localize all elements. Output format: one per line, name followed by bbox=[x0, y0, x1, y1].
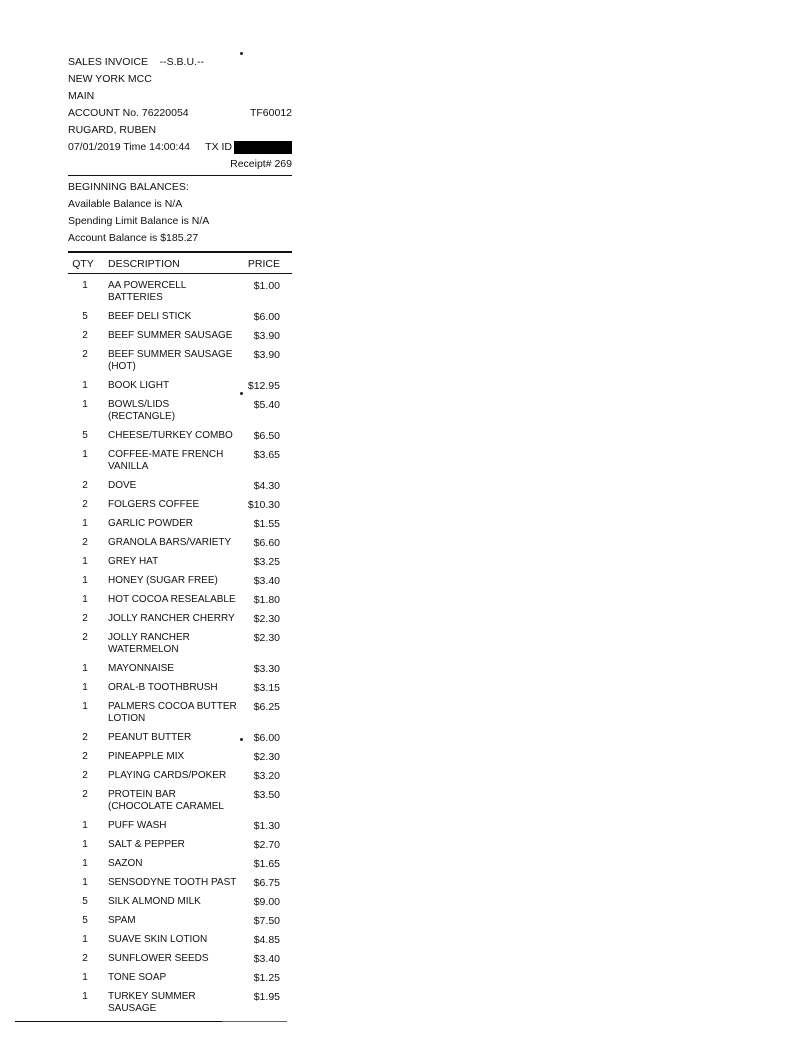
item-qty: 2 bbox=[82, 770, 88, 781]
item-description: SPAM bbox=[108, 915, 136, 926]
line-item-row bbox=[68, 893, 292, 912]
line-item-row bbox=[68, 477, 292, 496]
item-qty: 1 bbox=[82, 858, 88, 869]
item-qty: 2 bbox=[82, 330, 88, 341]
line-item-row bbox=[68, 836, 292, 855]
item-price: $3.15 bbox=[253, 682, 280, 694]
item-price: $4.85 bbox=[253, 934, 280, 946]
item-price: $7.50 bbox=[253, 915, 280, 927]
item-description: PALMERS COCOA BUTTER LOTION bbox=[108, 701, 237, 724]
item-price: $9.00 bbox=[253, 896, 280, 908]
item-price: $1.00 bbox=[253, 280, 280, 292]
balances-heading: BEGINNING BALANCES: bbox=[68, 181, 189, 193]
item-qty: 5 bbox=[82, 896, 88, 907]
line-item-row bbox=[68, 698, 292, 729]
item-description: BOOK LIGHT bbox=[108, 380, 170, 391]
balances-divider bbox=[68, 251, 292, 253]
scan-speck bbox=[240, 738, 243, 741]
item-qty: 2 bbox=[82, 499, 88, 510]
item-description: GREY HAT bbox=[108, 556, 159, 567]
datetime-row bbox=[68, 139, 292, 156]
item-description: JOLLY RANCHER CHERRY bbox=[108, 613, 235, 624]
item-qty: 2 bbox=[82, 613, 88, 624]
item-description: MAYONNAISE bbox=[108, 663, 174, 674]
item-qty: 1 bbox=[82, 682, 88, 693]
line-item-row bbox=[68, 346, 292, 377]
facility-name: NEW YORK MCC bbox=[68, 73, 152, 85]
item-qty: 1 bbox=[82, 449, 88, 460]
item-qty: 2 bbox=[82, 632, 88, 643]
bottom-rule-faint bbox=[222, 1021, 287, 1022]
line-item-row bbox=[68, 817, 292, 836]
line-item-row bbox=[68, 515, 292, 534]
item-description: ORAL-B TOOTHBRUSH bbox=[108, 682, 218, 693]
item-price: $2.30 bbox=[253, 613, 280, 625]
line-item-row bbox=[68, 855, 292, 874]
item-description: DOVE bbox=[108, 480, 137, 491]
line-item-row bbox=[68, 496, 292, 515]
item-description: PINEAPPLE MIX bbox=[108, 751, 185, 762]
item-qty: 1 bbox=[82, 820, 88, 831]
item-qty: 1 bbox=[82, 380, 88, 391]
item-price: $6.75 bbox=[253, 877, 280, 889]
line-item-row bbox=[68, 629, 292, 660]
account-balance: Account Balance is $185.27 bbox=[68, 232, 199, 244]
item-qty: 1 bbox=[82, 575, 88, 586]
item-price: $3.25 bbox=[253, 556, 280, 568]
item-qty: 2 bbox=[82, 751, 88, 762]
item-qty: 2 bbox=[82, 953, 88, 964]
line-item-row bbox=[68, 874, 292, 893]
item-price: $6.60 bbox=[253, 537, 280, 549]
header-divider bbox=[68, 175, 292, 176]
item-description: SAZON bbox=[108, 858, 143, 869]
item-qty: 1 bbox=[82, 934, 88, 945]
line-item-row bbox=[68, 396, 292, 427]
item-description: SENSODYNE TOOTH PAST bbox=[108, 877, 237, 888]
item-description: PEANUT BUTTER bbox=[108, 732, 192, 743]
line-item-row bbox=[68, 534, 292, 553]
item-price: $10.30 bbox=[247, 499, 280, 511]
line-item-row bbox=[68, 446, 292, 477]
item-qty: 1 bbox=[82, 280, 88, 291]
sales-invoice-receipt bbox=[68, 54, 292, 1019]
item-price: $3.40 bbox=[253, 953, 280, 965]
line-item-row bbox=[68, 748, 292, 767]
item-price: $6.00 bbox=[253, 311, 280, 323]
item-price: $3.20 bbox=[253, 770, 280, 782]
line-item-row bbox=[68, 988, 292, 1019]
receipt-number: Receipt# 269 bbox=[230, 158, 292, 170]
item-qty: 1 bbox=[82, 556, 88, 567]
item-qty: 1 bbox=[82, 877, 88, 888]
item-price: $5.40 bbox=[253, 399, 280, 411]
item-price: $1.95 bbox=[253, 991, 280, 1003]
item-description: PUFF WASH bbox=[108, 820, 167, 831]
column-header-divider bbox=[68, 273, 292, 274]
item-price: $1.65 bbox=[253, 858, 280, 870]
line-item-row bbox=[68, 767, 292, 786]
item-description: COFFEE-MATE FRENCH VANILLA bbox=[108, 449, 224, 472]
item-price: $3.65 bbox=[253, 449, 280, 461]
item-description: SALT & PEPPER bbox=[108, 839, 185, 850]
item-price: $3.90 bbox=[253, 330, 280, 342]
line-item-row bbox=[68, 950, 292, 969]
item-price: $6.50 bbox=[253, 430, 280, 442]
item-price: $1.80 bbox=[253, 594, 280, 606]
line-item-row bbox=[68, 912, 292, 931]
item-description: SILK ALMOND MILK bbox=[108, 896, 201, 907]
scan-speck bbox=[240, 52, 243, 55]
item-price: $12.95 bbox=[247, 380, 280, 392]
txid-label: TX ID bbox=[205, 141, 232, 153]
line-items-list bbox=[68, 277, 292, 1019]
item-price: $3.90 bbox=[253, 349, 280, 361]
item-price: $4.30 bbox=[253, 480, 280, 492]
item-description: HOT COCOA RESEALABLE bbox=[108, 594, 236, 605]
item-price: $6.25 bbox=[253, 701, 280, 713]
item-description: TONE SOAP bbox=[108, 972, 167, 983]
item-qty: 2 bbox=[82, 732, 88, 743]
line-item-row bbox=[68, 660, 292, 679]
line-item-row bbox=[68, 377, 292, 396]
available-balance: Available Balance is N/A bbox=[68, 198, 183, 210]
line-item-row bbox=[68, 931, 292, 950]
item-price: $3.30 bbox=[253, 663, 280, 675]
item-price: $3.40 bbox=[253, 575, 280, 587]
item-qty: 5 bbox=[82, 311, 88, 322]
item-description: JOLLY RANCHER WATERMELON bbox=[108, 632, 190, 655]
line-item-row bbox=[68, 591, 292, 610]
transaction-datetime: 07/01/2019 Time 14:00:44 bbox=[68, 141, 191, 153]
description-column-header: DESCRIPTION bbox=[108, 257, 180, 270]
item-price: $3.50 bbox=[253, 789, 280, 801]
account-number: ACCOUNT No. 76220054 bbox=[68, 107, 189, 119]
item-price: $1.25 bbox=[253, 972, 280, 984]
item-qty: 1 bbox=[82, 594, 88, 605]
item-description: GRANOLA BARS/VARIETY bbox=[108, 537, 232, 548]
column-header-row bbox=[68, 256, 292, 271]
item-qty: 1 bbox=[82, 663, 88, 674]
invoice-title: SALES INVOICE --S.B.U.-- bbox=[68, 56, 204, 68]
item-description: PLAYING CARDS/POKER bbox=[108, 770, 227, 781]
spending-limit-balance: Spending Limit Balance is N/A bbox=[68, 215, 210, 227]
txid-field bbox=[205, 139, 292, 156]
facility-unit: MAIN bbox=[68, 90, 95, 102]
line-item-row bbox=[68, 729, 292, 748]
customer-name: RUGARD, RUBEN bbox=[68, 124, 157, 136]
item-description: BEEF SUMMER SAUSAGE bbox=[108, 330, 233, 341]
txid-redaction bbox=[234, 141, 292, 154]
item-price: $2.30 bbox=[253, 751, 280, 763]
item-description: BEEF DELI STICK bbox=[108, 311, 192, 322]
item-description: TURKEY SUMMER SAUSAGE bbox=[108, 991, 196, 1014]
item-qty: 1 bbox=[82, 991, 88, 1002]
item-price: $1.55 bbox=[253, 518, 280, 530]
item-price: $2.30 bbox=[253, 632, 280, 644]
item-qty: 1 bbox=[82, 972, 88, 983]
item-description: SUAVE SKIN LOTION bbox=[108, 934, 208, 945]
item-price: $2.70 bbox=[253, 839, 280, 851]
line-item-row bbox=[68, 969, 292, 988]
item-description: SUNFLOWER SEEDS bbox=[108, 953, 209, 964]
line-item-row bbox=[68, 786, 292, 817]
line-item-row bbox=[68, 308, 292, 327]
item-qty: 2 bbox=[82, 480, 88, 491]
item-description: BEEF SUMMER SAUSAGE (HOT) bbox=[108, 349, 233, 372]
line-item-row bbox=[68, 553, 292, 572]
item-price: $1.30 bbox=[253, 820, 280, 832]
item-price: $6.00 bbox=[253, 732, 280, 744]
item-description: BOWLS/LIDS (RECTANGLE) bbox=[108, 399, 176, 422]
item-qty: 2 bbox=[82, 349, 88, 360]
item-qty: 2 bbox=[82, 789, 88, 800]
qty-column-header: QTY bbox=[72, 257, 94, 270]
item-qty: 5 bbox=[82, 430, 88, 441]
terminal-id: TF60012 bbox=[249, 107, 292, 119]
line-item-row bbox=[68, 610, 292, 629]
line-item-row bbox=[68, 572, 292, 591]
item-description: HONEY (SUGAR FREE) bbox=[108, 575, 218, 586]
line-item-row bbox=[68, 679, 292, 698]
item-description: FOLGERS COFFEE bbox=[108, 499, 200, 510]
item-qty: 5 bbox=[82, 915, 88, 926]
item-description: AA POWERCELL BATTERIES bbox=[108, 280, 187, 303]
line-item-row bbox=[68, 327, 292, 346]
account-row bbox=[68, 105, 292, 122]
scan-speck bbox=[240, 392, 243, 395]
price-column-header: PRICE bbox=[247, 257, 280, 270]
item-qty: 1 bbox=[82, 839, 88, 850]
item-description: GARLIC POWDER bbox=[108, 518, 194, 529]
item-qty: 1 bbox=[82, 399, 88, 410]
item-qty: 2 bbox=[82, 537, 88, 548]
line-item-row bbox=[68, 277, 292, 308]
line-item-row bbox=[68, 427, 292, 446]
item-description: PROTEIN BAR (CHOCOLATE CARAMEL bbox=[108, 789, 224, 812]
item-qty: 1 bbox=[82, 701, 88, 712]
item-description: CHEESE/TURKEY COMBO bbox=[108, 430, 233, 441]
item-qty: 1 bbox=[82, 518, 88, 529]
